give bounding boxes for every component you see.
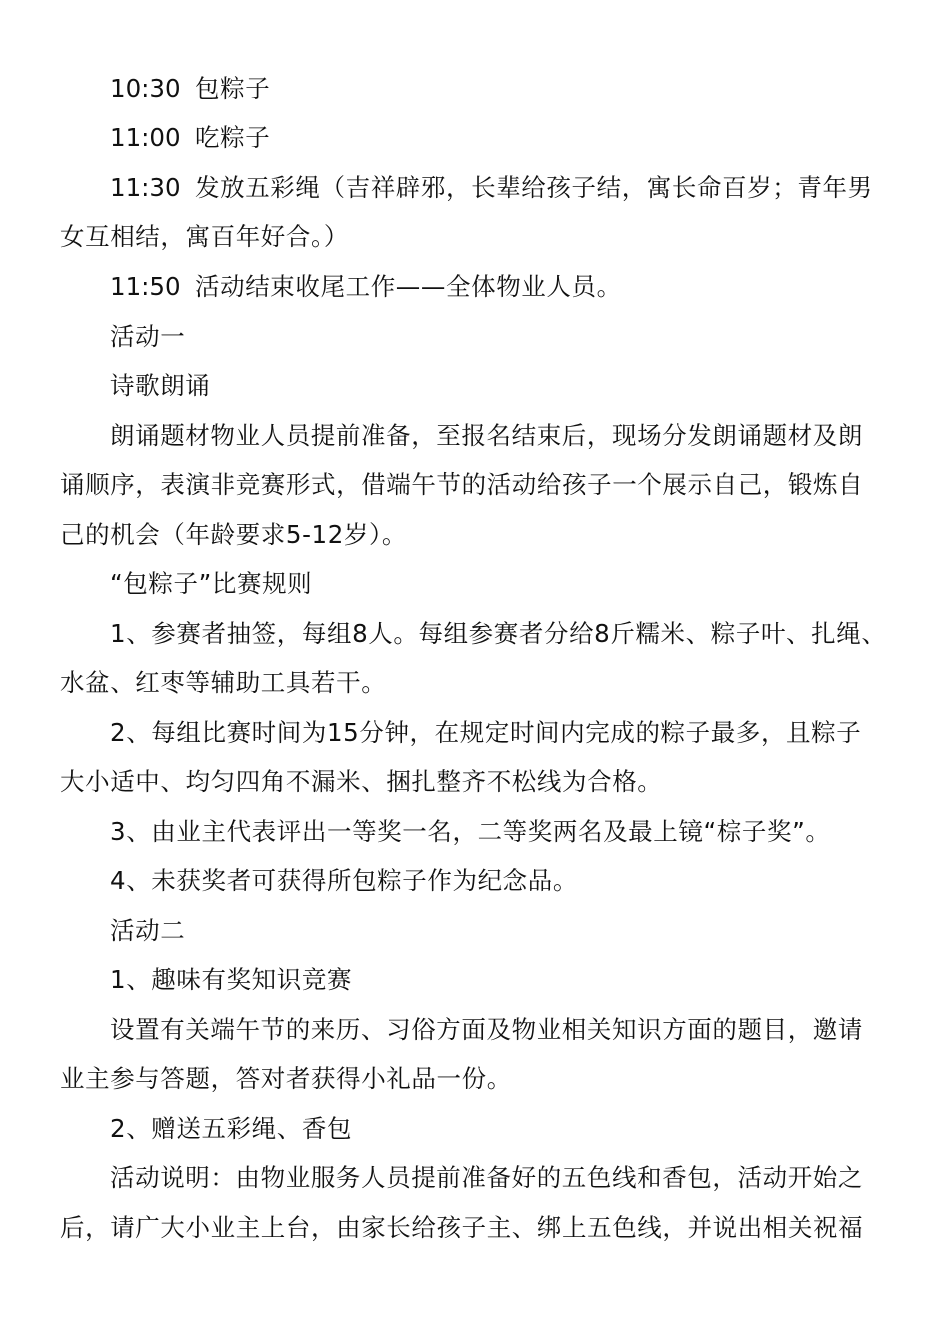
activity1-heading: 活动一 [110,322,186,351]
schedule-item [110,270,622,304]
activity2-item-title: 2、赠送五彩绳、香包 [110,1114,353,1143]
activity1-title: 诗歌朗诵 [110,371,211,400]
paragraph-line: 后，请广大小业主上台，由家长给孩子主、绑上五色线，并说出相关祝福 [60,1213,864,1242]
schedule-text: 活动结束收尾工作——全体物业人员。 [195,272,622,301]
paragraph-line: 业主参与答题，答对者获得小礼品一份。 [60,1064,512,1093]
schedule-text-continued: 女互相结，寓百年好合。） [60,222,349,251]
rule-line: 大小适中、均匀四角不漏米、捆扎整齐不松线为合格。 [60,767,663,796]
activity2-heading: 活动二 [110,916,186,945]
schedule-item [110,171,873,205]
activity2-item-title: 1、趣味有奖知识竞赛 [110,965,353,994]
schedule-text: 吃粽子 [195,123,271,152]
schedule-time: 10:30 [110,74,181,103]
paragraph-line: 诵顺序，表演非竞赛形式，借端午节的活动给孩子一个展示自己，锻炼自 [60,470,864,499]
paragraph-line: 设置有关端午节的来历、习俗方面及物业相关知识方面的题目，邀请 [110,1015,863,1044]
rule-line: 水盆、红枣等辅助工具若干。 [60,668,387,697]
rules-title: “包粽子”比赛规则 [110,569,313,598]
rule-line: 1、参赛者抽签，每组8人。每组参赛者分给8斤糯米、粽子叶、扎绳、 [110,619,887,648]
rule-line: 4、未获奖者可获得所包粽子作为纪念品。 [110,866,578,895]
schedule-time: 11:30 [110,173,181,202]
paragraph-line: 朗诵题材物业人员提前准备，至报名结束后，现场分发朗诵题材及朗 [110,421,863,450]
rule-line: 2、每组比赛时间为15分钟，在规定时间内完成的粽子最多，且粽子 [110,718,862,747]
paragraph-line: 己的机会（年龄要求5-12岁）。 [60,520,407,549]
schedule-text: 发放五彩绳（吉祥辟邪，长辈给孩子结，寓长命百岁；青年男 [195,173,873,202]
schedule-item [110,121,270,155]
schedule-time: 11:00 [110,123,181,152]
schedule-item [110,72,270,106]
schedule-text: 包粽子 [195,74,271,103]
paragraph-line: 活动说明：由物业服务人员提前准备好的五色线和香包，活动开始之 [110,1163,863,1192]
rule-line: 3、由业主代表评出一等奖一名，二等奖两名及最上镜“棕子奖”。 [110,817,831,846]
schedule-time: 11:50 [110,272,181,301]
